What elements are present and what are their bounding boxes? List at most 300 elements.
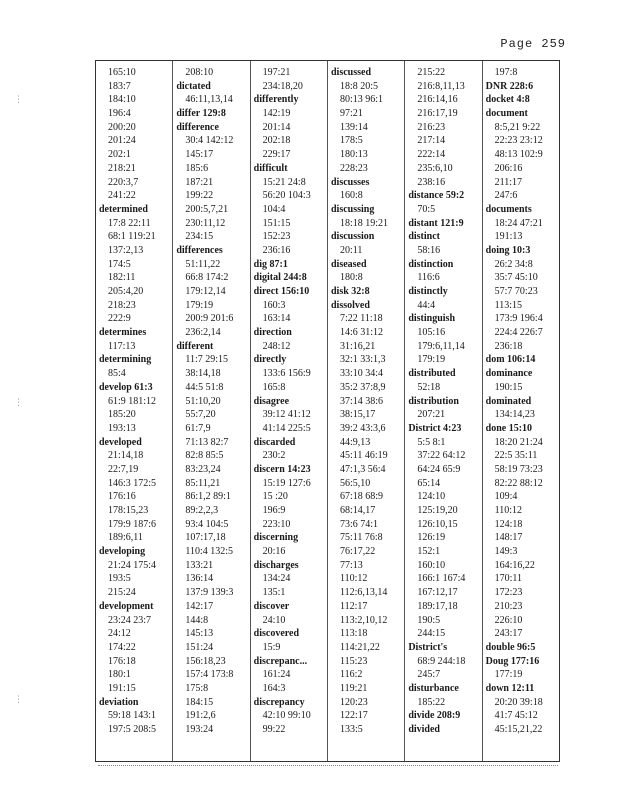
index-reference: 152:23	[262, 231, 291, 243]
index-reference: 144:8	[185, 614, 209, 626]
index-reference: 165:8	[262, 381, 286, 393]
index-reference: 236:18	[494, 340, 523, 352]
index-reference: 55:7,20	[185, 409, 216, 421]
index-reference: 21:14,18	[108, 450, 144, 462]
index-reference: 202:18	[262, 135, 291, 147]
index-reference: 135:1	[262, 587, 286, 599]
index-reference: 115:23	[339, 655, 368, 667]
index-reference: 229:17	[262, 149, 291, 161]
index-term: discerning	[253, 532, 299, 544]
index-term: Doug 177:16	[485, 655, 540, 667]
index-reference: 17:8 22:11	[108, 217, 151, 229]
index-reference: 142:19	[262, 108, 291, 120]
index-term: divide 208:9	[408, 710, 461, 722]
index-reference: 51:10,20	[185, 395, 221, 407]
index-reference: 58:16	[417, 244, 441, 256]
index-reference: 191:15	[108, 682, 136, 694]
index-term: develop 61:3	[99, 381, 153, 393]
index-reference: 105:16	[417, 327, 446, 339]
index-reference: 70:5	[417, 203, 436, 215]
index-reference: 161:24	[262, 669, 291, 681]
index-reference: 18:20 21:24	[494, 436, 543, 448]
index-reference: 160:10	[417, 559, 446, 571]
index-reference: 243:17	[494, 628, 523, 640]
index-term: discovered	[253, 628, 300, 640]
index-reference: 216:23	[417, 121, 446, 133]
index-reference: 15 :20	[262, 491, 288, 503]
index-reference: 11:7 29:15	[185, 354, 229, 366]
index-reference: 137:9 139:3	[185, 587, 234, 599]
index-reference: 32:1 33:1,3	[339, 354, 386, 366]
index-term: District 4:23	[408, 422, 462, 434]
index-term: discrepancy	[253, 696, 305, 708]
index-reference: 22:5 35:11	[494, 450, 538, 462]
index-reference: 174:22	[108, 641, 136, 653]
index-reference: 117:13	[108, 340, 136, 352]
index-reference: 218:21	[108, 162, 136, 174]
index-term: difference	[176, 121, 219, 133]
index-reference: 175:8	[185, 682, 209, 694]
index-reference: 44:4	[417, 299, 436, 311]
index-column	[96, 61, 173, 761]
index-term: done 15:10	[485, 422, 533, 434]
index-reference: 179:9 187:6	[108, 518, 157, 530]
index-reference: 82:22 88:12	[494, 477, 543, 489]
index-reference: 200:20	[108, 121, 136, 133]
index-reference: 222:9	[108, 313, 131, 325]
index-reference: 21:24 175:4	[108, 559, 157, 571]
index-reference: 234:18,20	[262, 80, 303, 92]
index-term: dominated	[485, 395, 532, 407]
index-reference: 124:18	[494, 518, 523, 530]
index-term: differ 129:8	[176, 108, 226, 120]
index-reference: 172:23	[494, 587, 523, 599]
index-term: determining	[99, 354, 152, 366]
index-reference: 75:11 76:8	[339, 532, 383, 544]
index-reference: 185:22	[417, 696, 446, 708]
index-reference: 68:14,17	[339, 505, 376, 516]
index-reference: 228:23	[339, 162, 368, 174]
index-reference: 247:6	[494, 190, 518, 202]
index-reference: 241:22	[108, 190, 136, 202]
index-term: differences	[176, 244, 223, 256]
index-term: distant 121:9	[408, 217, 464, 229]
index-reference: 37:14 38:6	[339, 395, 384, 407]
index-column	[483, 61, 559, 761]
index-reference: 35:2 37:8,9	[339, 381, 386, 393]
index-reference: 180:13	[339, 149, 368, 161]
index-reference: 15:9	[262, 641, 281, 653]
index-reference: 200:5,7,21	[185, 203, 229, 215]
index-reference: 48:13 102:9	[494, 149, 543, 161]
index-term: distributed	[408, 368, 456, 380]
index-reference: 191:13	[494, 231, 523, 243]
index-reference: 15:21 24:8	[262, 176, 306, 188]
index-reference: 18:24 47:21	[494, 217, 543, 229]
index-reference: 42:10 99:10	[262, 710, 311, 722]
index-term: direction	[253, 327, 292, 339]
index-reference: 245:7	[417, 669, 441, 681]
index-reference: 170:11	[494, 573, 523, 585]
index-term: dissolved	[330, 299, 370, 311]
index-term: documents	[485, 203, 532, 215]
index-reference: 230:11,12	[185, 217, 226, 229]
index-reference: 180:1	[108, 669, 131, 681]
index-term: dom 106:14	[485, 354, 536, 366]
index-reference: 193:13	[108, 422, 136, 434]
index-reference: 112:6,13,14	[339, 587, 388, 599]
index-reference: 218:23	[108, 299, 136, 311]
index-term: disagree	[253, 395, 290, 407]
index-term: docket 4:8	[485, 94, 530, 106]
index-reference: 226:10	[494, 614, 523, 626]
index-reference: 163:14	[262, 313, 291, 325]
index-reference: 38:15,17	[339, 409, 376, 421]
index-reference: 99:22	[262, 724, 286, 735]
index-column	[328, 61, 405, 761]
index-reference: 199:22	[185, 190, 214, 202]
index-reference: 197:21	[262, 67, 291, 78]
index-reference: 14:6 31:12	[339, 327, 384, 339]
index-term: developed	[99, 436, 142, 448]
index-reference: 113:2,10,12	[339, 614, 388, 626]
index-reference: 202:1	[108, 149, 131, 161]
index-reference: 197:8	[494, 67, 518, 78]
index-term: District's	[408, 641, 448, 653]
index-reference: 85:4	[108, 368, 126, 380]
index-reference: 77:13	[339, 559, 363, 571]
index-column	[405, 61, 482, 761]
index-reference: 139:14	[339, 121, 368, 133]
index-reference: 148:17	[494, 532, 523, 544]
index-reference: 197:5 208:5	[108, 724, 157, 735]
index-reference: 156:18,23	[185, 655, 226, 667]
index-reference: 133:6 156:9	[262, 368, 311, 380]
scan-mark: ⋮	[14, 398, 23, 408]
index-term: different	[176, 340, 214, 352]
index-reference: 176:18	[108, 655, 136, 667]
index-term: disturbance	[408, 682, 459, 694]
index-reference: 208:10	[185, 67, 214, 78]
index-reference: 24:10	[262, 614, 286, 626]
index-column	[251, 61, 328, 761]
index-reference: 20:20 39:18	[494, 696, 543, 708]
index-reference: 165:10	[108, 67, 136, 78]
scan-edge-line	[98, 763, 558, 766]
index-reference: 182:11	[108, 272, 136, 284]
index-reference: 151:15	[262, 217, 291, 229]
index-term: deviation	[99, 696, 139, 708]
index-column	[173, 61, 250, 761]
index-term: directly	[253, 354, 287, 366]
index-reference: 215:22	[417, 67, 446, 78]
index-reference: 244:15	[417, 628, 446, 640]
index-reference: 174:5	[108, 258, 131, 270]
index-reference: 126:10,15	[417, 518, 458, 530]
index-reference: 145:13	[185, 628, 214, 640]
index-reference: 67:18 68:9	[339, 491, 384, 503]
index-reference: 59:18 143:1	[108, 710, 157, 722]
index-term: discusses	[330, 176, 370, 188]
index-reference: 113:15	[494, 299, 523, 311]
index-reference: 86:1,2 89:1	[185, 491, 231, 503]
index-term: digital 244:8	[253, 272, 307, 284]
index-reference: 179:19	[185, 299, 214, 311]
index-reference: 122:17	[339, 710, 368, 722]
index-reference: 68:1 119:21	[108, 231, 156, 243]
index-term: difficult	[253, 162, 288, 174]
index-reference: 189:17,18	[417, 600, 458, 612]
index-term: distinct	[408, 231, 440, 243]
index-reference: 178:15,23	[108, 505, 149, 516]
index-reference: 45:15,21,22	[494, 724, 543, 735]
index-reference: 124:10	[417, 491, 446, 503]
index-reference: 173:9 196:4	[494, 313, 543, 325]
index-term: disk 32:8	[330, 286, 370, 297]
index-reference: 57:7 70:23	[494, 286, 538, 297]
index-reference: 178:5	[339, 135, 363, 147]
index-reference: 7:22 11:18	[339, 313, 383, 325]
index-reference: 41:14 225:5	[262, 422, 311, 434]
index-reference: 39:12 41:12	[262, 409, 311, 421]
index-reference: 137:2,13	[108, 244, 144, 256]
index-reference: 52:18	[417, 381, 441, 393]
index-term: dig 87:1	[253, 258, 288, 270]
index-reference: 185:20	[108, 409, 136, 421]
index-reference: 142:17	[185, 600, 214, 612]
index-reference: 97:21	[339, 108, 363, 120]
index-reference: 134:24	[262, 573, 291, 585]
index-reference: 146:3 172:5	[108, 477, 157, 489]
index-reference: 179:6,11,14	[417, 340, 465, 352]
index-reference: 134:14,23	[494, 409, 535, 421]
index-reference: 196:9	[262, 505, 286, 516]
index-reference: 160:8	[339, 190, 363, 202]
index-reference: 187:21	[185, 176, 214, 188]
index-reference: 113:18	[339, 628, 368, 640]
index-reference: 160:3	[262, 299, 286, 311]
index-reference: 89:2,2,3	[185, 505, 219, 516]
index-reference: 248:12	[262, 340, 291, 352]
index-reference: 64:24 65:9	[417, 463, 461, 475]
index-term: distinctly	[408, 286, 448, 297]
index-reference: 110:12	[339, 573, 368, 585]
index-term: discover	[253, 600, 290, 612]
index-reference: 22:7,19	[108, 463, 139, 475]
index-reference: 145:17	[185, 149, 214, 161]
index-reference: 190:15	[494, 381, 523, 393]
index-term: down 12:11	[485, 682, 535, 694]
index-term: determined	[99, 203, 148, 215]
index-reference: 120:23	[339, 696, 368, 708]
scan-mark: ⋮	[14, 95, 23, 105]
index-reference: 177:19	[494, 669, 523, 681]
index-reference: 230:2	[262, 450, 286, 462]
index-reference: 18:8 20:5	[339, 80, 379, 92]
index-term: discern 14:23	[253, 463, 311, 475]
index-term: developing	[99, 546, 146, 558]
index-reference: 107:17,18	[185, 532, 226, 544]
index-reference: 5:5 8:1	[417, 436, 446, 448]
index-term: document	[485, 108, 528, 120]
index-reference: 31:16,21	[339, 340, 376, 352]
index-reference: 149:3	[494, 546, 518, 558]
index-reference: 58:19 73:23	[494, 463, 543, 475]
index-reference: 136:14	[185, 573, 214, 585]
index-reference: 76:17,22	[339, 546, 376, 558]
index-reference: 133:5	[339, 724, 363, 735]
index-reference: 24:12	[108, 628, 131, 640]
index-reference: 51:11,22	[185, 258, 221, 270]
index-reference: 205:4,20	[108, 286, 144, 297]
index-reference: 133:21	[185, 559, 214, 571]
index-reference: 116:2	[339, 669, 363, 681]
index-term: discussion	[330, 231, 375, 243]
index-reference: 30:4 142:12	[185, 135, 234, 147]
index-reference: 224:4 226:7	[494, 327, 543, 339]
index-reference: 216:14,16	[417, 94, 458, 106]
index-reference: 110:12	[494, 505, 523, 516]
index-reference: 236:16	[262, 244, 291, 256]
index-term: discrepanc...	[253, 655, 308, 667]
index-reference: 238:16	[417, 176, 446, 188]
index-reference: 56:20 104:3	[262, 190, 311, 202]
index-reference: 191:2,6	[185, 710, 216, 722]
index-reference: 216:17,19	[417, 108, 458, 120]
index-reference: 47:1,3 56:4	[339, 463, 386, 475]
index-reference: 206:16	[494, 162, 523, 174]
index-reference: 180:8	[339, 272, 363, 284]
index-reference: 176:16	[108, 491, 136, 503]
index-reference: 20:16	[262, 546, 286, 558]
index-reference: 93:4 104:5	[185, 518, 229, 530]
index-reference: 85:11,21	[185, 477, 221, 489]
index-reference: 18:18 19:21	[339, 217, 389, 229]
index-reference: 179:12,14	[185, 286, 226, 297]
index-term: diseased	[330, 258, 367, 270]
index-reference: 167:12,17	[417, 587, 458, 599]
index-reference: 151:24	[185, 641, 214, 653]
index-reference: 220:3,7	[108, 176, 139, 188]
index-reference: 116:6	[417, 272, 440, 284]
scan-mark: ⋮	[14, 695, 23, 705]
index-reference: 193:24	[185, 724, 214, 735]
index-reference: 44:5 51:8	[185, 381, 224, 393]
index-reference: 164:16,22	[494, 559, 535, 571]
index-reference: 71:13 82:7	[185, 436, 229, 448]
index-reference: 38:14,18	[185, 368, 221, 380]
index-term: distribution	[408, 395, 459, 407]
index-reference: 201:14	[262, 121, 291, 133]
index-reference: 119:21	[339, 682, 368, 694]
index-term: discussing	[330, 203, 375, 215]
index-term: determines	[99, 327, 147, 339]
index-reference: 184:10	[108, 94, 136, 106]
index-reference: 44:9,13	[339, 436, 371, 448]
index-reference: 104:4	[262, 203, 286, 215]
index-reference: 190:5	[417, 614, 441, 626]
index-term: dictated	[176, 80, 211, 92]
index-reference: 73:6 74:1	[339, 518, 379, 530]
index-reference: 33:10 34:4	[339, 368, 384, 380]
index-reference: 215:24	[108, 587, 136, 599]
index-term: discussed	[330, 67, 371, 78]
index-reference: 65:14	[417, 477, 441, 489]
index-reference: 66:8 174:2	[185, 272, 229, 284]
index-term: development	[99, 600, 154, 612]
index-reference: 41:7 45:12	[494, 710, 538, 722]
index-term: DNR 228:6	[485, 80, 534, 92]
index-reference: 8:5,21 9:22	[494, 121, 541, 133]
index-term: distinguish	[408, 313, 456, 325]
index-reference: 207:21	[417, 409, 446, 421]
index-reference: 22:23 23:12	[494, 135, 543, 147]
index-term: doing 10:3	[485, 244, 531, 256]
index-reference: 80:13 96:1	[339, 94, 384, 106]
index-reference: 183:7	[108, 80, 131, 92]
index-term: discarded	[253, 436, 296, 448]
index-reference: 109:4	[494, 491, 518, 503]
index-reference: 114:21,22	[339, 641, 380, 653]
index-reference: 35:7 45:10	[494, 272, 538, 284]
index-reference: 201:24	[108, 135, 136, 147]
index-reference: 236:2,14	[185, 327, 221, 339]
index-reference: 45:11 46:19	[339, 450, 388, 462]
index-reference: 196:4	[108, 108, 131, 120]
index-reference: 179:19	[417, 354, 446, 366]
page-number: Page 259	[500, 37, 566, 51]
index-reference: 61:9 181:12	[108, 395, 157, 407]
index-reference: 68:9 244:18	[417, 655, 466, 667]
index-reference: 223:10	[262, 518, 291, 530]
index-reference: 185:6	[185, 162, 209, 174]
index-table	[95, 60, 560, 762]
index-reference: 112:17	[339, 600, 368, 612]
index-reference: 56:5,10	[339, 477, 371, 489]
index-term: direct 156:10	[253, 286, 310, 297]
index-reference: 37:22 64:12	[417, 450, 466, 462]
index-term: divided	[408, 724, 440, 735]
index-reference: 61:7,9	[185, 422, 211, 434]
index-reference: 23:24 23:7	[108, 614, 152, 626]
index-reference: 216:8,11,13	[417, 80, 465, 92]
index-reference: 164:3	[262, 682, 286, 694]
index-reference: 26:2 34:8	[494, 258, 533, 270]
index-reference: 211:17	[494, 176, 523, 188]
index-reference: 82:8 85:5	[185, 450, 224, 462]
index-reference: 15:19 127:6	[262, 477, 311, 489]
index-term: dominance	[485, 368, 533, 380]
index-reference: 157:4 173:8	[185, 669, 234, 681]
index-reference: 125:19,20	[417, 505, 458, 516]
index-term: double 96:5	[485, 641, 536, 653]
index-reference: 193:5	[108, 573, 131, 585]
index-reference: 110:4 132:5	[185, 546, 234, 558]
index-reference: 126:19	[417, 532, 446, 544]
index-term: distinction	[408, 258, 454, 270]
index-reference: 166:1 167:4	[417, 573, 466, 585]
index-reference: 189:6,11	[108, 532, 143, 544]
index-reference: 234:15	[185, 231, 214, 243]
index-reference: 184:15	[185, 696, 214, 708]
index-reference: 210:23	[494, 600, 523, 612]
index-term: distance 59:2	[408, 190, 465, 202]
index-reference: 152:1	[417, 546, 441, 558]
index-reference: 39:2 43:3,6	[339, 422, 386, 434]
index-reference: 20:11	[339, 244, 363, 256]
index-reference: 217:14	[417, 135, 446, 147]
index-reference: 235:6,10	[417, 162, 453, 174]
